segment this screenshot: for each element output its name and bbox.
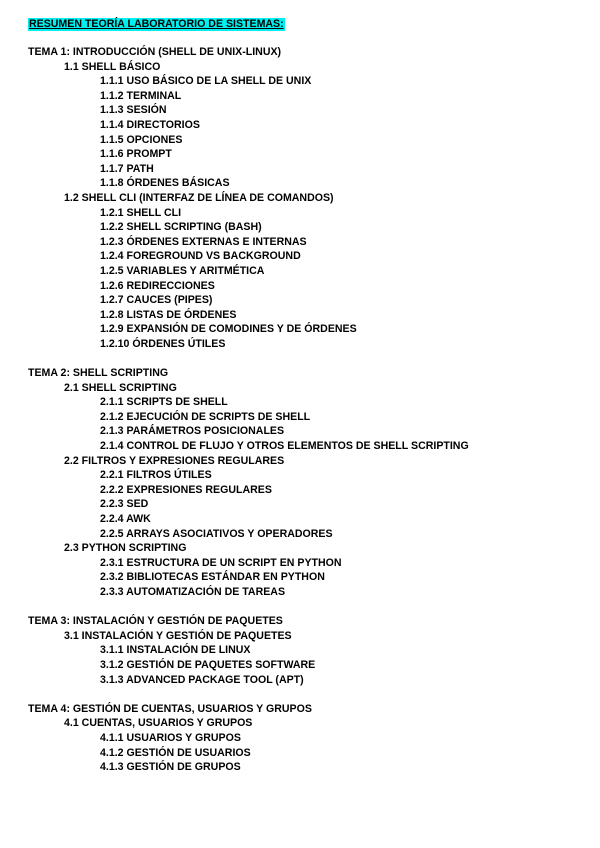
subsection-item: 2.1.3 PARÁMETROS POSICIONALES (100, 425, 285, 438)
outline (28, 45, 588, 775)
subsection-item: 1.1.6 PROMPT (100, 148, 172, 161)
subsection-item: 1.2.4 FOREGROUND VS BACKGROUND (100, 250, 301, 263)
subsection-item: 1.1.8 ÓRDENES BÁSICAS (100, 177, 230, 190)
chapter-heading: TEMA 2: SHELL SCRIPTING (28, 367, 169, 380)
subsection-item: 2.1.1 SCRIPTS DE SHELL (100, 396, 228, 409)
section-heading: 2.1 SHELL SCRIPTING (64, 381, 177, 394)
subsection-item: 2.3.1 ESTRUCTURA DE UN SCRIPT EN PYTHON (100, 556, 342, 569)
subsection-item: 1.2.5 VARIABLES Y ARITMÉTICA (100, 264, 265, 277)
subsection-item: 2.1.2 EJECUCIÓN DE SCRIPTS DE SHELL (100, 410, 311, 423)
subsection-item: 2.2.1 FILTROS ÚTILES (100, 469, 212, 482)
chapter-heading: TEMA 4: GESTIÓN DE CUENTAS, USUARIOS Y GRUPOS (28, 702, 312, 715)
subsection-item: 2.1.4 CONTROL DE FLUJO Y OTROS ELEMENTOS DE SHELL SCRIPTING (100, 440, 469, 453)
subsection-item: 2.3.2 BIBLIOTECAS ESTÁNDAR EN PYTHON (100, 571, 325, 584)
section-spacer (28, 351, 588, 366)
subsection-item: 1.2.3 ÓRDENES EXTERNAS E INTERNAS (100, 235, 307, 248)
subsection-item: 1.1.7 PATH (100, 162, 154, 175)
subsection-item: 2.2.4 AWK (100, 513, 151, 525)
chapter-heading: TEMA 1: INTRODUCCIÓN (SHELL DE UNIX-LINUX) (28, 46, 282, 58)
section-heading: 2.2 FILTROS Y EXPRESIONES REGULARES (64, 454, 285, 467)
subsection-item: 1.2.7 CAUCES (PIPES) (100, 294, 213, 307)
document (28, 18, 588, 775)
subsection-item: 1.1.2 TERMINAL (100, 89, 182, 102)
subsection-item: 4.1.1 USUARIOS Y GRUPOS (100, 731, 241, 744)
subsection-item: 1.2.1 SHELL CLI (100, 206, 182, 219)
section-heading: 3.1 INSTALACIÓN Y GESTIÓN DE PAQUETES (64, 629, 292, 642)
subsection-item: 3.1.1 INSTALACIÓN DE LINUX (100, 644, 251, 657)
chapter-heading: TEMA 3: INSTALACIÓN Y GESTIÓN DE PAQUETES (28, 615, 283, 628)
section-heading: 1.1 SHELL BÁSICO (64, 60, 161, 73)
subsection-item: 4.1.2 GESTIÓN DE USUARIOS (100, 746, 251, 759)
subsection-item: 1.1.5 OPCIONES (100, 133, 183, 146)
subsection-item: 3.1.2 GESTIÓN DE PAQUETES SOFTWARE (100, 658, 316, 671)
section-heading: 4.1 CUENTAS, USUARIOS Y GRUPOS (64, 717, 253, 730)
subsection-item: 1.2.6 REDIRECCIONES (100, 279, 215, 292)
subsection-item: 2.3.3 AUTOMATIZACIÓN DE TAREAS (100, 585, 286, 598)
subsection-item: 1.2.8 LISTAS DE ÓRDENES (100, 308, 237, 321)
subsection-item: 1.1.1 USO BÁSICO DE LA SHELL DE UNIX (100, 75, 312, 88)
subsection-item: 2.2.5 ARRAYS ASOCIATIVOS Y OPERADORES (100, 527, 333, 540)
section-heading: 2.3 PYTHON SCRIPTING (64, 542, 187, 555)
subsection-item: 1.1.4 DIRECTORIOS (100, 118, 200, 131)
subsection-item: 4.1.3 GESTIÓN DE GRUPOS (100, 761, 241, 774)
subsection-item: 1.1.3 SESIÓN (100, 104, 167, 117)
subsection-item: 1.2.2 SHELL SCRIPTING (BASH) (100, 221, 262, 234)
section-heading: 1.2 SHELL CLI (INTERFAZ DE LÍNEA DE COMANDOS) (64, 191, 334, 204)
section-spacer (28, 600, 588, 615)
subsection-item: 2.2.2 EXPRESIONES REGULARES (100, 483, 272, 496)
document-title: RESUMEN TEORÍA LABORATORIO DE SISTEMAS: (29, 18, 284, 30)
section-spacer (28, 687, 588, 702)
subsection-item: 2.2.3 SED (100, 498, 149, 511)
subsection-item: 1.2.10 ÓRDENES ÚTILES (100, 337, 226, 350)
subsection-item: 3.1.3 ADVANCED PACKAGE TOOL (APT) (100, 673, 304, 686)
subsection-item: 1.2.9 EXPANSIÓN DE COMODINES Y DE ÓRDENES (100, 323, 357, 336)
